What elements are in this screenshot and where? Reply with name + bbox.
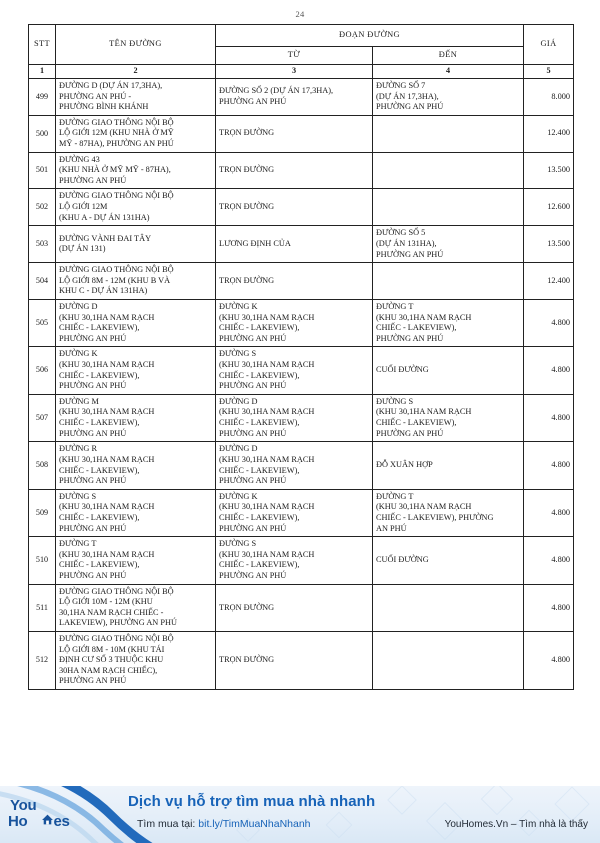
row-street-name-line: PHƯỜNG AN PHÚ bbox=[59, 333, 127, 343]
row-street-name bbox=[56, 226, 216, 263]
row-to bbox=[373, 584, 524, 631]
logo-text-homes bbox=[8, 814, 120, 829]
row-street-name-line: (KHU A - DỰ ÁN 131HA) bbox=[59, 212, 150, 222]
row-price: 4.800 bbox=[524, 347, 574, 394]
row-to-line: ĐƯỜNG T bbox=[376, 301, 414, 311]
row-stt: 504 bbox=[29, 263, 56, 300]
column-number-5: 5 bbox=[524, 64, 574, 79]
row-to bbox=[373, 299, 524, 346]
header-row-column-numbers bbox=[29, 64, 574, 79]
row-from-line: (KHU 30,1HA NAM RẠCH bbox=[219, 407, 315, 417]
header-segment: ĐOẠN ĐƯỜNG bbox=[216, 25, 524, 47]
row-to-line: ĐƯỜNG T bbox=[376, 491, 414, 501]
header-to: ĐẾN bbox=[373, 46, 524, 64]
row-street-name bbox=[56, 79, 216, 116]
row-price: 4.800 bbox=[524, 584, 574, 631]
row-from-line: (KHU 30,1HA NAM RẠCH bbox=[219, 454, 315, 464]
row-street-name-line: PHƯỜNG AN PHÚ bbox=[59, 381, 127, 391]
row-street-name-line: (KHU 30,1HA NAM RẠCH bbox=[59, 360, 155, 370]
row-from bbox=[216, 537, 373, 584]
row-from-line: (KHU 30,1HA NAM RẠCH bbox=[219, 360, 315, 370]
row-street-name-line: PHƯỜNG AN PHÚ - bbox=[59, 91, 132, 101]
row-street-name-line: CHIẾC - LAKEVIEW), bbox=[59, 418, 140, 428]
row-from-line: PHƯỜNG AN PHÚ bbox=[219, 570, 287, 580]
row-price: 13.500 bbox=[524, 226, 574, 263]
banner-tagline: YouHomes.Vn – Tìm nhà là thấy bbox=[444, 819, 588, 830]
row-to-line: ĐƯỜNG SỐ 5 bbox=[376, 228, 426, 238]
row-to-line: CUỐI ĐƯỜNG bbox=[376, 365, 429, 375]
row-to-line: (KHU 30,1HA NAM RẠCH bbox=[376, 312, 472, 322]
table-row bbox=[29, 189, 574, 226]
row-price: 4.800 bbox=[524, 394, 574, 441]
row-street-name-line: LỘ GIỚI 8M - 12M (KHU B VÀ bbox=[59, 275, 171, 285]
row-from-line: TRỌN ĐƯỜNG bbox=[219, 602, 275, 612]
row-street-name bbox=[56, 152, 216, 189]
row-street-name-line: CHIẾC - LAKEVIEW), bbox=[59, 512, 140, 522]
table-row bbox=[29, 299, 574, 346]
row-to bbox=[373, 632, 524, 690]
row-street-name-line: LỘ GIỚI 8M - 10M (KHU TÁI bbox=[59, 644, 165, 654]
row-street-name-line: (KHU 30,1HA NAM RẠCH bbox=[59, 407, 155, 417]
row-to-line: ĐƯỜNG S bbox=[376, 396, 414, 406]
row-street-name-line: PHƯỜNG AN PHÚ bbox=[59, 476, 127, 486]
row-from-line: ĐƯỜNG S bbox=[219, 349, 257, 359]
page-number: 24 bbox=[295, 9, 305, 19]
row-to bbox=[373, 489, 524, 536]
row-price: 4.800 bbox=[524, 632, 574, 690]
row-from-line: PHƯỜNG AN PHÚ bbox=[219, 523, 287, 533]
row-street-name-line: PHƯỜNG AN PHÚ bbox=[59, 175, 127, 185]
row-street-name-line: (KHU 30,1HA NAM RẠCH bbox=[59, 502, 155, 512]
logo-text-ho: Ho bbox=[8, 813, 28, 830]
row-street-name-line: ĐƯỜNG GIAO THÔNG NỘI BỘ bbox=[59, 117, 174, 127]
column-number-4: 4 bbox=[373, 64, 524, 79]
row-street-name bbox=[56, 537, 216, 584]
row-to-line: PHƯỜNG AN PHÚ bbox=[376, 102, 444, 112]
logo-text-es: es bbox=[53, 813, 70, 830]
row-street-name bbox=[56, 189, 216, 226]
row-street-name-line: PHƯỜNG AN PHÚ bbox=[59, 428, 127, 438]
row-street-name-line: ĐƯỜNG GIAO THÔNG NỘI BỘ bbox=[59, 191, 174, 201]
row-street-name-line: 30HA NAM RẠCH CHIẾC), bbox=[59, 665, 158, 675]
row-price: 4.800 bbox=[524, 299, 574, 346]
table-row bbox=[29, 632, 574, 690]
table-row bbox=[29, 79, 574, 116]
row-from-line: ĐƯỜNG S bbox=[219, 539, 257, 549]
row-street-name-line: PHƯỜNG AN PHÚ bbox=[59, 676, 127, 686]
row-from-line: ĐƯỜNG K bbox=[219, 301, 258, 311]
row-from-line: ĐƯỜNG D bbox=[219, 444, 258, 454]
row-from-line: PHƯỜNG AN PHÚ bbox=[219, 381, 287, 391]
row-from-line: TRỌN ĐƯỜNG bbox=[219, 165, 275, 175]
row-stt: 501 bbox=[29, 152, 56, 189]
row-street-name-line: 30,1HA NAM RẠCH CHIẾC - bbox=[59, 607, 164, 617]
row-from-line: (KHU 30,1HA NAM RẠCH bbox=[219, 549, 315, 559]
row-street-name bbox=[56, 115, 216, 152]
row-from-line: PHƯỜNG AN PHÚ bbox=[219, 333, 287, 343]
row-to bbox=[373, 189, 524, 226]
row-to bbox=[373, 226, 524, 263]
table-row bbox=[29, 394, 574, 441]
row-stt: 512 bbox=[29, 632, 56, 690]
row-price: 4.800 bbox=[524, 489, 574, 536]
table-row bbox=[29, 115, 574, 152]
row-stt: 500 bbox=[29, 115, 56, 152]
row-stt: 505 bbox=[29, 299, 56, 346]
row-from bbox=[216, 226, 373, 263]
row-street-name-line: PHƯỜNG AN PHÚ bbox=[59, 523, 127, 533]
row-from bbox=[216, 584, 373, 631]
row-from bbox=[216, 489, 373, 536]
row-price: 4.800 bbox=[524, 442, 574, 489]
row-price: 12.600 bbox=[524, 189, 574, 226]
row-street-name-line: (DỰ ÁN 131) bbox=[59, 244, 106, 254]
row-stt: 511 bbox=[29, 584, 56, 631]
row-street-name-line: ĐƯỜNG GIAO THÔNG NỘI BỘ bbox=[59, 265, 174, 275]
row-from-line: (KHU 30,1HA NAM RẠCH bbox=[219, 312, 315, 322]
row-to-line: (KHU 30,1HA NAM RẠCH bbox=[376, 502, 472, 512]
row-street-name-line: ĐƯỜNG K bbox=[59, 349, 98, 359]
table-row bbox=[29, 584, 574, 631]
row-from-line: TRỌN ĐƯỜNG bbox=[219, 128, 275, 138]
row-street-name-line: (KHU 30,1HA NAM RẠCH bbox=[59, 312, 155, 322]
youhomes-logo[interactable] bbox=[8, 798, 120, 838]
row-to bbox=[373, 442, 524, 489]
row-stt: 506 bbox=[29, 347, 56, 394]
table-body bbox=[29, 79, 574, 690]
row-from bbox=[216, 632, 373, 690]
row-stt: 507 bbox=[29, 394, 56, 441]
row-stt: 508 bbox=[29, 442, 56, 489]
column-number-3: 3 bbox=[216, 64, 373, 79]
row-street-name-line: CHIẾC - LAKEVIEW), bbox=[59, 323, 140, 333]
row-street-name-line: ĐƯỜNG 43 bbox=[59, 154, 100, 164]
row-from-line: CHIẾC - LAKEVIEW), bbox=[219, 323, 300, 333]
row-price: 12.400 bbox=[524, 263, 574, 300]
table-row bbox=[29, 489, 574, 536]
row-street-name-line: ĐỊNH CƯ SỐ 3 THUỘC KHU bbox=[59, 655, 164, 665]
row-to-line: CHIẾC - LAKEVIEW), bbox=[376, 418, 457, 428]
header-from: TỪ bbox=[216, 46, 373, 64]
column-number-2: 2 bbox=[56, 64, 216, 79]
row-stt: 503 bbox=[29, 226, 56, 263]
row-street-name-line: ĐƯỜNG VÀNH ĐAI TÂY bbox=[59, 233, 152, 243]
row-from bbox=[216, 299, 373, 346]
row-from bbox=[216, 347, 373, 394]
row-street-name bbox=[56, 442, 216, 489]
row-street-name-line: ĐƯỜNG GIAO THÔNG NỘI BỘ bbox=[59, 586, 174, 596]
row-street-name bbox=[56, 489, 216, 536]
row-to-line: AN PHÚ bbox=[376, 523, 407, 533]
row-from-line: TRỌN ĐƯỜNG bbox=[219, 202, 275, 212]
row-to bbox=[373, 79, 524, 116]
header-street-name: TÊN ĐƯỜNG bbox=[56, 25, 216, 65]
row-street-name-line: LỘ GIỚI 12M (KHU NHÀ Ở MỸ bbox=[59, 128, 174, 138]
row-street-name-line: CHIẾC - LAKEVIEW), bbox=[59, 370, 140, 380]
row-street-name bbox=[56, 263, 216, 300]
row-street-name-line: CHIẾC - LAKEVIEW), bbox=[59, 560, 140, 570]
row-from-line: CHIẾC - LAKEVIEW), bbox=[219, 418, 300, 428]
row-street-name-line: PHƯỜNG BÌNH KHÁNH bbox=[59, 102, 149, 112]
youhomes-footer-banner bbox=[0, 786, 600, 843]
row-from-line: PHƯỜNG AN PHÚ bbox=[219, 96, 287, 106]
row-to bbox=[373, 347, 524, 394]
row-to bbox=[373, 537, 524, 584]
row-to-line: CHIẾC - LAKEVIEW), PHƯỜNG bbox=[376, 512, 494, 522]
row-to bbox=[373, 152, 524, 189]
table-header bbox=[29, 25, 574, 79]
row-stt: 499 bbox=[29, 79, 56, 116]
banner-headline: Dịch vụ hỗ trợ tìm mua nhà nhanh bbox=[128, 793, 376, 810]
row-street-name-line: ĐƯỜNG D bbox=[59, 301, 98, 311]
row-street-name bbox=[56, 347, 216, 394]
row-street-name-line: LỘ GIỚI 10M - 12M (KHU bbox=[59, 597, 153, 607]
row-to-line: (KHU 30,1HA NAM RẠCH bbox=[376, 407, 472, 417]
row-from bbox=[216, 115, 373, 152]
row-stt: 510 bbox=[29, 537, 56, 584]
row-to bbox=[373, 394, 524, 441]
row-from-line: CHIẾC - LAKEVIEW), bbox=[219, 370, 300, 380]
banner-url-link[interactable]: bit.ly/TimMuaNhaNhanh bbox=[198, 818, 311, 830]
row-from bbox=[216, 394, 373, 441]
row-price: 13.500 bbox=[524, 152, 574, 189]
row-to-line: CHIẾC - LAKEVIEW), bbox=[376, 323, 457, 333]
row-from bbox=[216, 152, 373, 189]
table-row bbox=[29, 347, 574, 394]
row-from bbox=[216, 79, 373, 116]
row-to-line: PHƯỜNG AN PHÚ bbox=[376, 333, 444, 343]
row-street-name bbox=[56, 632, 216, 690]
header-price: GIÁ bbox=[524, 25, 574, 65]
row-street-name bbox=[56, 299, 216, 346]
row-from bbox=[216, 189, 373, 226]
row-street-name-line: ĐƯỜNG R bbox=[59, 444, 98, 454]
row-to bbox=[373, 115, 524, 152]
row-from bbox=[216, 442, 373, 489]
row-from bbox=[216, 263, 373, 300]
row-street-name-line: KHU C - DỰ ÁN 131HA) bbox=[59, 286, 148, 296]
table-row bbox=[29, 263, 574, 300]
banner-sub-prefix: Tìm mua tại: bbox=[137, 818, 199, 830]
banner-subline bbox=[137, 818, 311, 830]
row-from-line: ĐƯỜNG K bbox=[219, 491, 258, 501]
price-table-container bbox=[28, 24, 573, 690]
row-street-name-line: (KHU NHÀ Ở MỸ MỸ - 87HA), bbox=[59, 165, 171, 175]
row-to-line: PHƯỜNG AN PHÚ bbox=[376, 249, 444, 259]
header-stt: STT bbox=[29, 25, 56, 65]
row-from-line: ĐƯỜNG D bbox=[219, 396, 258, 406]
row-street-name-line: ĐƯỜNG D (DỰ ÁN 17,3HA), bbox=[59, 81, 163, 90]
row-from-line: TRỌN ĐƯỜNG bbox=[219, 275, 275, 285]
row-to-line: PHƯỜNG AN PHÚ bbox=[376, 428, 444, 438]
row-price: 4.800 bbox=[524, 537, 574, 584]
row-from-line: CHIẾC - LAKEVIEW), bbox=[219, 560, 300, 570]
table-row bbox=[29, 537, 574, 584]
row-to-line: (DỰ ÁN 131HA), bbox=[376, 238, 437, 248]
row-to-line: CUỐI ĐƯỜNG bbox=[376, 555, 429, 565]
logo-text-you: You bbox=[10, 797, 37, 814]
street-price-table bbox=[28, 24, 574, 690]
row-street-name-line: LỘ GIỚI 12M bbox=[59, 202, 108, 212]
row-from-line: TRỌN ĐƯỜNG bbox=[219, 655, 275, 665]
row-street-name-line: LAKEVIEW), PHƯỜNG AN PHÚ bbox=[59, 618, 177, 628]
row-street-name-line: MỸ - 87HA), PHƯỜNG AN PHÚ bbox=[59, 139, 174, 149]
row-price: 12.400 bbox=[524, 115, 574, 152]
row-from-line: PHƯỜNG AN PHÚ bbox=[219, 476, 287, 486]
row-from-line: PHƯỜNG AN PHÚ bbox=[219, 428, 287, 438]
column-number-1: 1 bbox=[29, 64, 56, 79]
row-from-line: CHIẾC - LAKEVIEW), bbox=[219, 465, 300, 475]
row-stt: 502 bbox=[29, 189, 56, 226]
row-stt: 509 bbox=[29, 489, 56, 536]
row-street-name-line: ĐƯỜNG S bbox=[59, 491, 97, 501]
header-row-titles bbox=[29, 25, 574, 47]
row-street-name-line: PHƯỜNG AN PHÚ bbox=[59, 570, 127, 580]
row-street-name-line: CHIẾC - LAKEVIEW), bbox=[59, 465, 140, 475]
row-street-name bbox=[56, 584, 216, 631]
row-street-name-line: (KHU 30,1HA NAM RẠCH bbox=[59, 549, 155, 559]
row-price: 8.000 bbox=[524, 79, 574, 116]
row-from-line: (KHU 30,1HA NAM RẠCH bbox=[219, 502, 315, 512]
row-to bbox=[373, 263, 524, 300]
row-from-line: LƯƠNG ĐỊNH CỦA bbox=[219, 238, 291, 248]
row-to-line: ĐƯỜNG SỐ 7 bbox=[376, 81, 426, 90]
row-from-line: CHIẾC - LAKEVIEW), bbox=[219, 512, 300, 522]
row-from-line: ĐƯỜNG SỐ 2 (DỰ ÁN 17,3HA), bbox=[219, 86, 334, 96]
row-street-name-line: (KHU 30,1HA NAM RẠCH bbox=[59, 454, 155, 464]
row-street-name bbox=[56, 394, 216, 441]
house-icon bbox=[41, 813, 54, 826]
row-street-name-line: ĐƯỜNG GIAO THÔNG NỘI BỘ bbox=[59, 634, 174, 644]
row-to-line: (DỰ ÁN 17,3HA), bbox=[376, 91, 439, 101]
table-row bbox=[29, 152, 574, 189]
row-to-line: ĐỖ XUÂN HỢP bbox=[376, 460, 433, 470]
row-street-name-line: ĐƯỜNG T bbox=[59, 539, 97, 549]
row-street-name-line: ĐƯỜNG M bbox=[59, 396, 99, 406]
table-row bbox=[29, 442, 574, 489]
table-row bbox=[29, 226, 574, 263]
